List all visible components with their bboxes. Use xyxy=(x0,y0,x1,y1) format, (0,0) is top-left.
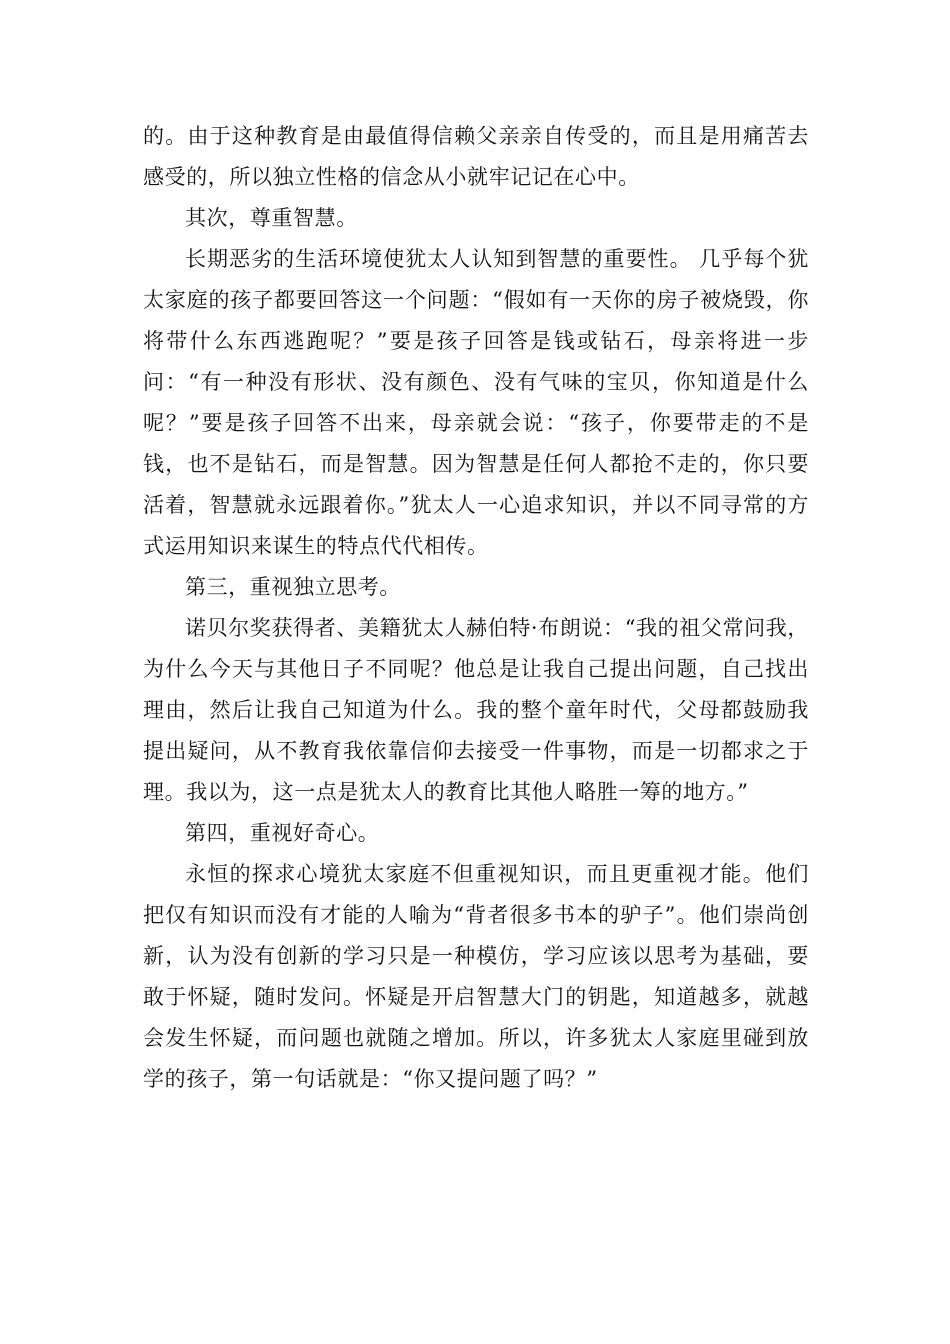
paragraph-curiosity: 永恒的探求心境犹太家庭不但重视知识，而且更重视才能。他们把仅有知识而没有才能的人喻为“背者很多书本的驴子”。他们崇尚创新，认为没有创新的学习只是一种模仿，学习应该以思考为基础，要敢于怀疑，随时发问。怀疑是开启智慧大门的钥匙，知道越多，就越会发生怀疑，而问题也就随之增加。所以，许多犹太人家庭里碰到放学的孩子，第一句话就是：“你又提问题了吗？” xyxy=(143,862,809,1091)
document-body xyxy=(143,116,809,1100)
section-heading-respect-wisdom: 其次，尊重智慧。 xyxy=(185,206,358,230)
paragraph-independent-thinking: 诺贝尔奖获得者、美籍犹太人赫伯特·布朗说：“我的祖父常问我，为什么今天与其他日子不同呢？他总是让我自己提出问题，自己找出理由，然后让我自己知道为什么。我的整个童年时代，父母都鼓励我提出疑问，从不教育我依靠信仰去接受一件事物，而是一切都求之于理。我以为，这一点是犹太人的教育比其他人略胜一筹的地方。” xyxy=(143,616,809,804)
paragraph-wisdom: 长期恶劣的生活环境使犹太人认知到智慧的重要性。 几乎每个犹太家庭的孩子都要回答这一个问题：“假如有一天你的房子被烧毁，你将带什么东西逃跑呢？”要是孩子回答是钱或钻石，母亲将进一步问：“有一种没有形状、没有颜色、没有气味的宝贝，你知道是什么呢？”要是孩子回答不出来，母亲就会说：“孩子，你要带走的不是钱，也不是钻石，而是智慧。因为智慧是任何人都抢不走的，你只要活着，智慧就永远跟着你。”犹太人一心追求知识，并以不同寻常的方式运用知识来谋生的特点代代相传。 xyxy=(143,247,809,558)
section-heading-independent-thinking: 第三，重视独立思考。 xyxy=(185,575,401,599)
paragraph-continuation: 的。由于这种教育是由最值得信赖父亲亲自传受的，而且是用痛苦去感受的，所以独立性格的信念从小就牢记记在心中。 xyxy=(143,124,809,189)
section-heading-curiosity: 第四，重视好奇心。 xyxy=(185,821,380,845)
